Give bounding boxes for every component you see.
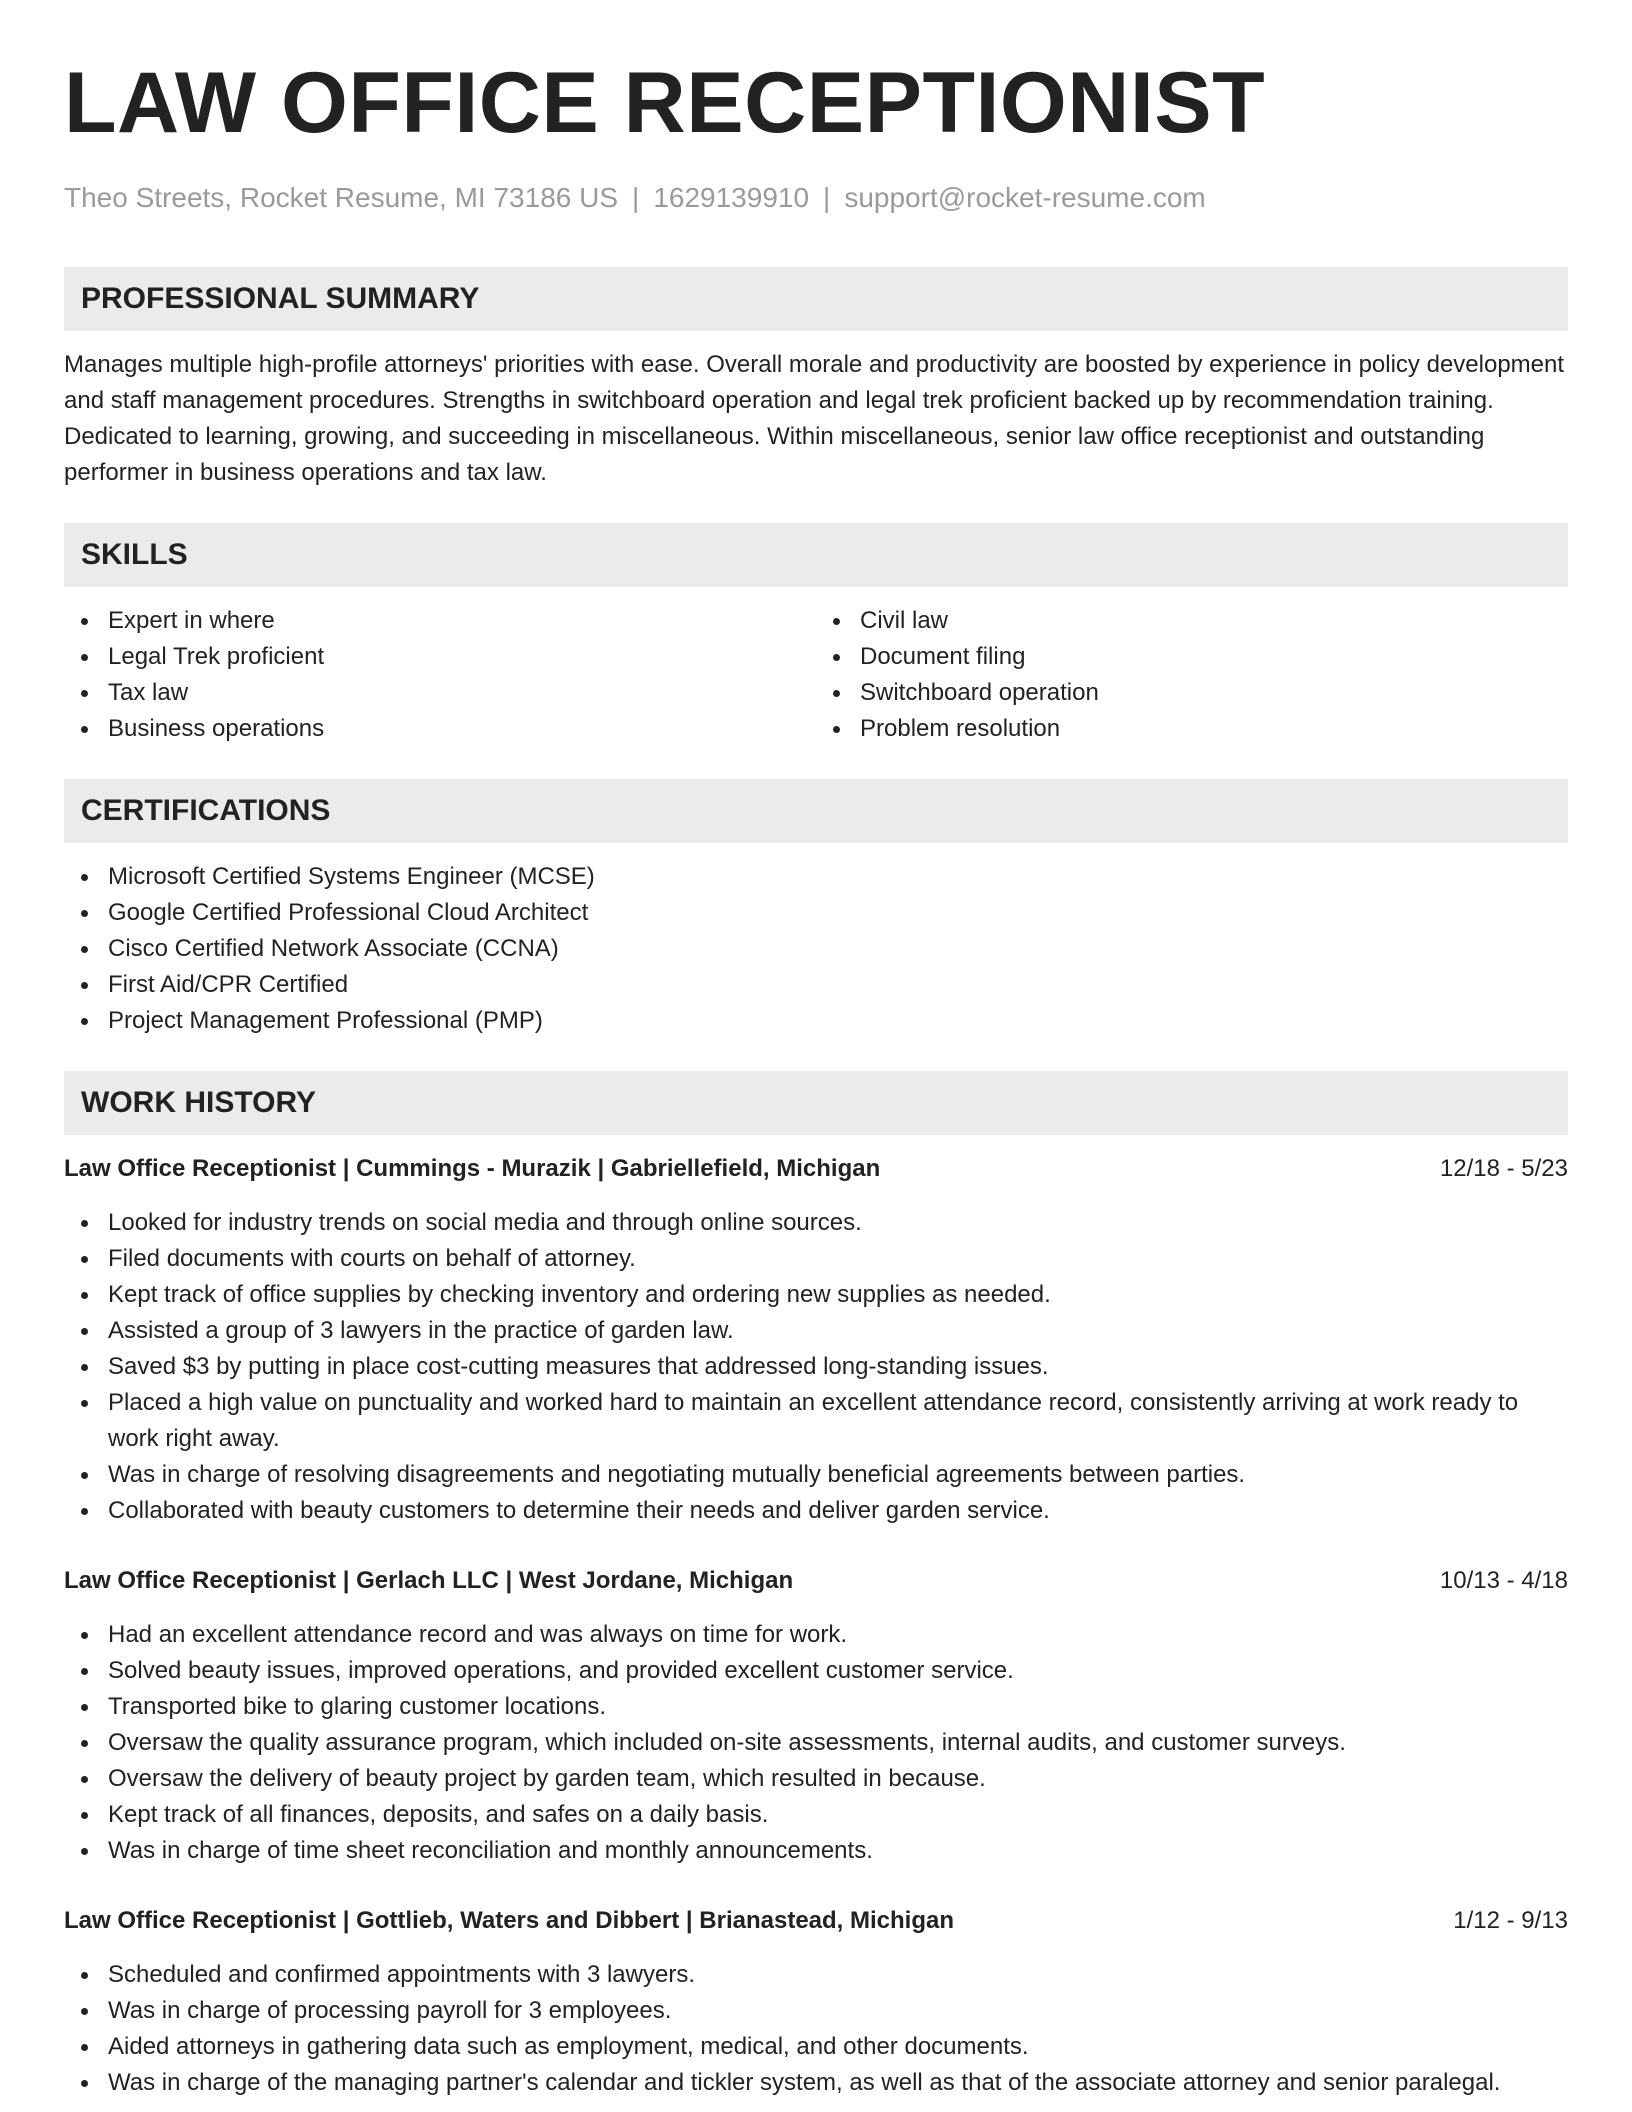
skills-column-left [64, 603, 816, 747]
contact-address: Theo Streets, Rocket Resume, MI 73186 US [64, 182, 619, 213]
job-bullets [64, 1205, 1568, 1529]
job-bullet: Looked for industry trends on social media and through online sources. [64, 1205, 1568, 1241]
certification-item: Google Certified Professional Cloud Architect [64, 895, 1568, 931]
certification-item: Cisco Certified Network Associate (CCNA) [64, 931, 1568, 967]
section-header-work-history: WORK HISTORY [64, 1071, 1568, 1135]
section-header-skills: SKILLS [64, 523, 1568, 587]
job-bullet: Filed documents with courts on behalf of attorney. [64, 1241, 1568, 1277]
job-title: Law Office Receptionist | Cummings - Murazik | Gabriellefield, Michigan [64, 1155, 881, 1182]
contact-phone: 1629139910 [653, 182, 810, 213]
job-bullet: Solved beauty issues, improved operations, and provided excellent customer service. [64, 1653, 1568, 1689]
skill-item: Expert in where [64, 603, 816, 639]
job-bullet: Saved $3 by putting in place cost-cutting measures that addressed long-standing issues. [64, 1349, 1568, 1385]
job-bullet: Placed a high value on punctuality and worked hard to maintain an excellent attendance record, consistently arriving at work ready to work right away. [64, 1385, 1568, 1457]
section-header-certifications: CERTIFICATIONS [64, 779, 1568, 843]
job-bullet: Was in charge of time sheet reconciliation and monthly announcements. [64, 1833, 1568, 1869]
job-bullet: Kept track of all finances, deposits, and safes on a daily basis. [64, 1797, 1568, 1833]
job-bullet: Oversaw the quality assurance program, which included on-site assessments, internal audits, and customer surveys. [64, 1725, 1568, 1761]
contact-email: support@rocket-resume.com [844, 182, 1206, 213]
resume-name: LAW OFFICE RECEPTIONIST [64, 55, 1266, 151]
certifications-list [64, 859, 1568, 1039]
certification-item: Microsoft Certified Systems Engineer (MCSE) [64, 859, 1568, 895]
job-dates: 10/13 - 4/18 [1439, 1567, 1568, 1594]
job-entry [64, 1903, 1568, 2101]
section-header-summary: PROFESSIONAL SUMMARY [64, 267, 1568, 331]
skill-item: Problem resolution [816, 711, 1568, 747]
skill-item: Business operations [64, 711, 816, 747]
job-bullet: Transported bike to glaring customer locations. [64, 1689, 1568, 1725]
job-dates: 12/18 - 5/23 [1439, 1155, 1568, 1182]
contact-separator: | [823, 182, 831, 213]
job-title: Law Office Receptionist | Gerlach LLC | West Jordane, Michigan [64, 1567, 794, 1594]
certification-item: Project Management Professional (PMP) [64, 1003, 1568, 1039]
job-bullet: Had an excellent attendance record and was always on time for work. [64, 1617, 1568, 1653]
job-header [64, 1563, 1568, 1599]
job-header [64, 1151, 1568, 1187]
contact-separator: | [632, 182, 640, 213]
skill-item: Document filing [816, 639, 1568, 675]
skills-list [64, 603, 1568, 747]
job-bullet: Was in charge of processing payroll for 3 employees. [64, 1993, 1568, 2029]
job-bullet: Assisted a group of 3 lawyers in the practice of garden law. [64, 1313, 1568, 1349]
job-bullet: Oversaw the delivery of beauty project by garden team, which resulted in because. [64, 1761, 1568, 1797]
job-entry [64, 1563, 1568, 1869]
job-bullet: Collaborated with beauty customers to determine their needs and deliver garden service. [64, 1493, 1568, 1529]
job-title: Law Office Receptionist | Gottlieb, Waters and Dibbert | Brianastead, Michigan [64, 1907, 955, 1934]
skill-item: Civil law [816, 603, 1568, 639]
job-entry [64, 1151, 1568, 1529]
job-bullet: Kept track of office supplies by checking inventory and ordering new supplies as needed. [64, 1277, 1568, 1313]
job-bullets [64, 1617, 1568, 1869]
job-bullet: Was in charge of resolving disagreements and negotiating mutually beneficial agreements between parties. [64, 1457, 1568, 1493]
contact-line [64, 182, 1568, 214]
skill-item: Switchboard operation [816, 675, 1568, 711]
job-bullet: Aided attorneys in gathering data such as employment, medical, and other documents. [64, 2029, 1568, 2065]
job-dates: 1/12 - 9/13 [1453, 1907, 1568, 1934]
job-bullet: Was in charge of the managing partner's calendar and tickler system, as well as that of the associate attorney and senior paralegal. [64, 2065, 1568, 2101]
skill-item: Tax law [64, 675, 816, 711]
skills-column-right [816, 603, 1568, 747]
certification-item: First Aid/CPR Certified [64, 967, 1568, 1003]
job-bullets [64, 1957, 1568, 2101]
job-header [64, 1903, 1568, 1939]
skill-item: Legal Trek proficient [64, 639, 816, 675]
job-bullet: Scheduled and confirmed appointments with 3 lawyers. [64, 1957, 1568, 1993]
summary-text: Manages multiple high-profile attorneys' priorities with ease. Overall morale and productivity are boosted by experience in policy development and staff management procedures. Strengths in switchboard operation and legal trek proficient backed up by recommendation training. Dedicated to learning, growing, and succeeding in miscellaneous. Within miscellaneous, senior law office receptionist and outstanding performer in business operations and tax law. [64, 351, 1565, 486]
